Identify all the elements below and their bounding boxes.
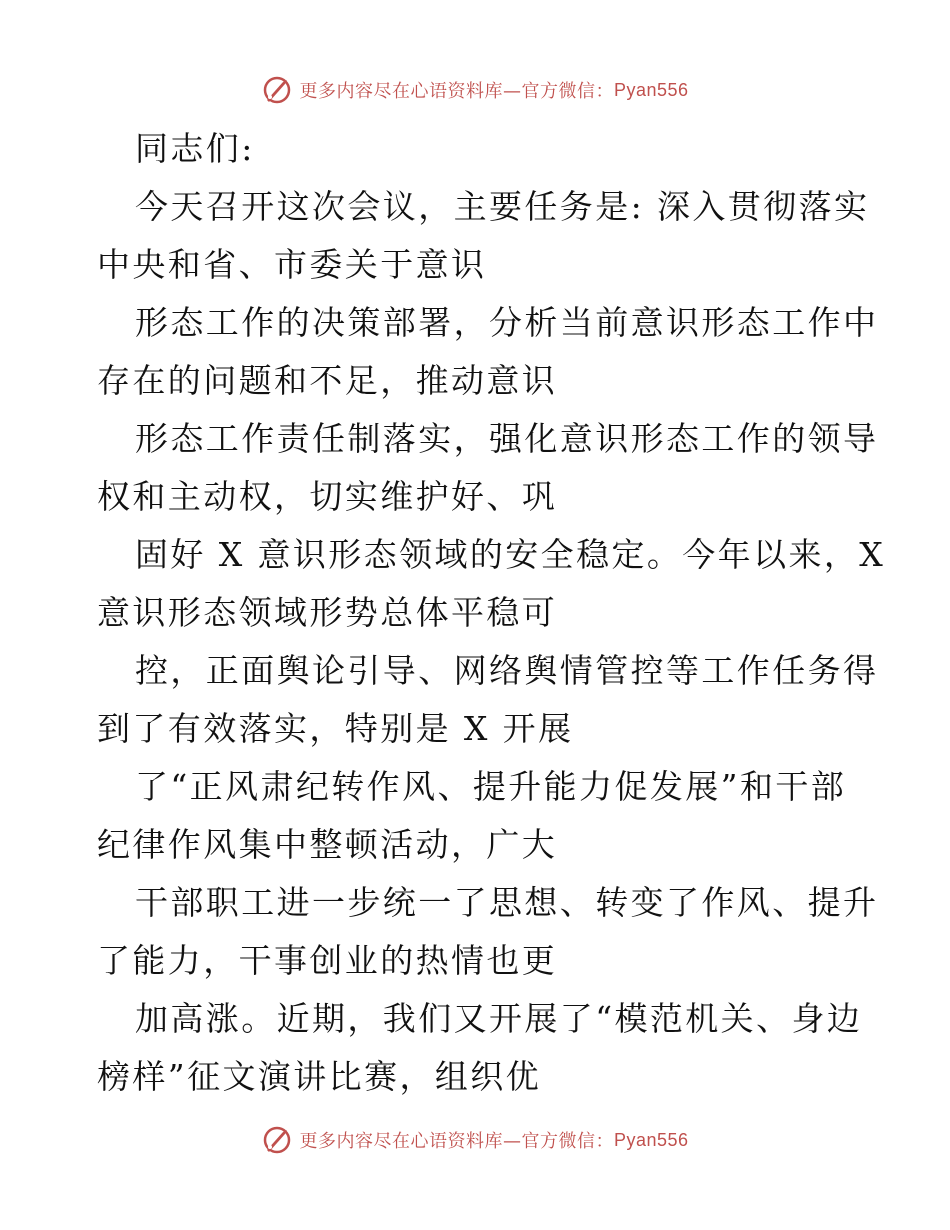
header-banner — [0, 70, 950, 110]
wechat-id: Pyan556 — [613, 79, 689, 100]
paragraph-line: 形态工作责任制落实，强化意识形态工作的领导 — [135, 419, 879, 458]
paragraph-line: 形态工作的决策部署，分析当前意识形态工作中 — [135, 303, 879, 342]
paragraph-line: 干部职工进一步统一了思想、转变了作风、提升 — [135, 883, 879, 922]
paragraph-line: 固好 X 意识形态领域的安全稳定。今年以来，X — [135, 535, 886, 574]
wechat-id: Pyan556 — [613, 1129, 689, 1150]
quill-pen-logo-icon — [261, 74, 293, 106]
paragraph-line: 存在的问题和不足，推动意识 — [97, 361, 558, 400]
footer-banner — [0, 1120, 950, 1160]
banner-text: 更多内容尽在心语资料库—官方微信： — [299, 81, 614, 102]
quill-pen-logo-icon — [261, 1124, 293, 1156]
paragraph-line: 了能力，干事创业的热情也更 — [97, 941, 558, 980]
paragraph-line: 到了有效落实，特别是 X 开展 — [97, 709, 574, 748]
paragraph-line: 今天召开这次会议，主要任务是: 深入贯彻落实 — [135, 187, 870, 226]
paragraph-line: 控，正面舆论引导、网络舆情管控等工作任务得 — [135, 651, 879, 690]
paragraph-line: 纪律作风集中整顿活动，广大 — [97, 825, 558, 864]
banner-text: 更多内容尽在心语资料库—官方微信： — [299, 1131, 614, 1152]
document-body — [97, 120, 886, 1106]
paragraph-line: 意识形态领域形势总体平稳可 — [97, 593, 558, 632]
paragraph-line: 了“正风肃纪转作风、提升能力促发展”和干部 — [135, 767, 847, 806]
paragraph-line: 中央和省、市委关于意识 — [97, 245, 487, 284]
paragraph-line: 榜样”征文演讲比赛，组织优 — [97, 1057, 542, 1096]
salutation-line: 同志们: — [135, 129, 255, 168]
paragraph-line: 权和主动权，切实维护好、巩 — [97, 477, 558, 516]
paragraph-line: 加高涨。近期，我们又开展了“模范机关、身边 — [135, 999, 863, 1038]
